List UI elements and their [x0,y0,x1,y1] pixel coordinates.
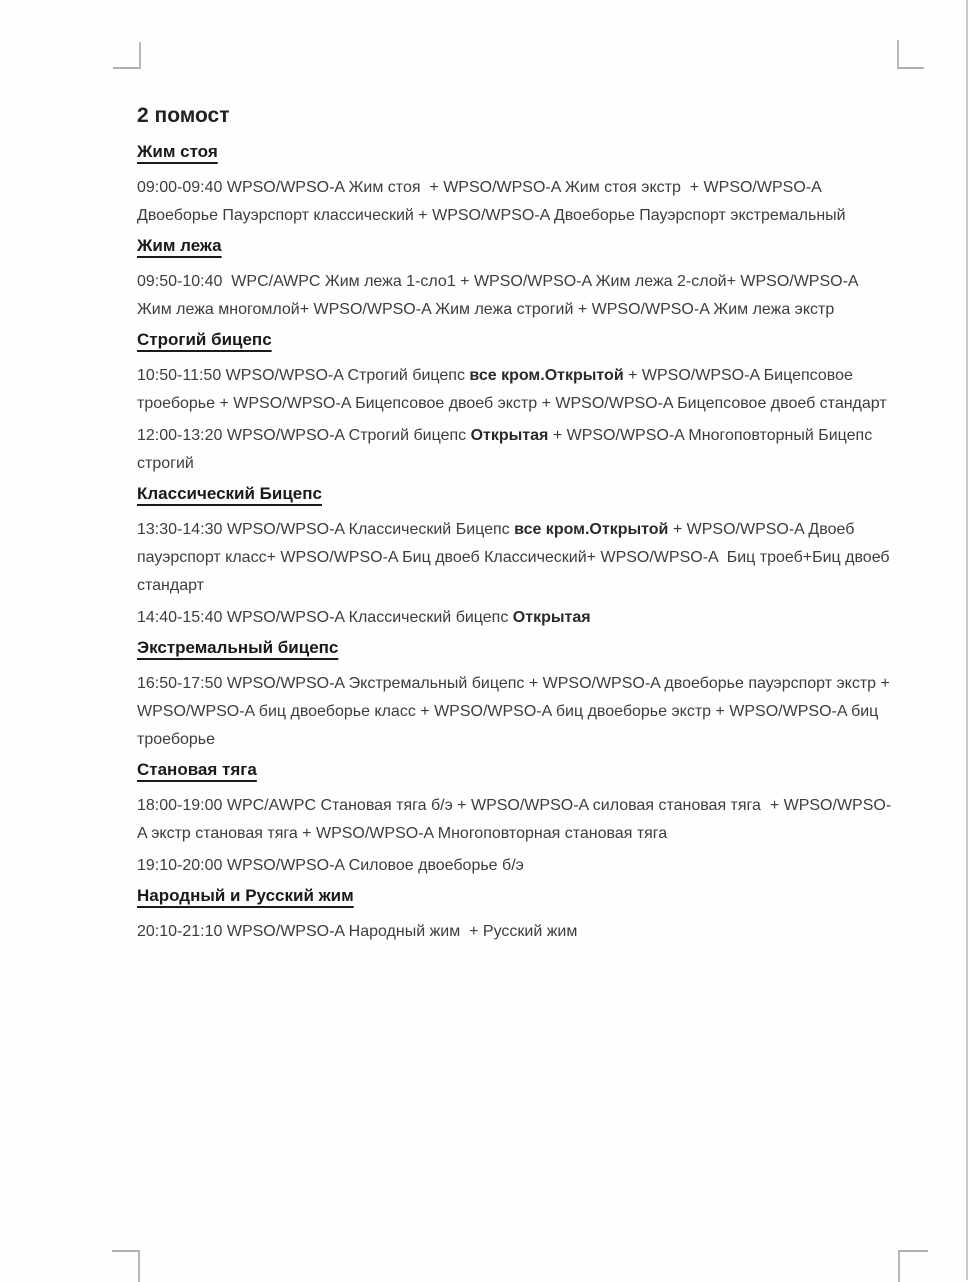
section-heading: Строгий бицепс [137,330,272,349]
entry-segment: 20:10-21:10 WPSO/WPSO-A Народный жим + Русский жим [137,923,578,940]
entry-segment: + WPSO/WPSO-A Многоповторный Бицепс строгий [137,427,877,472]
page-edge-line [966,0,968,1280]
section-heading: Жим стоя [137,142,218,161]
crop-mark-top-right [897,40,924,69]
entry-segment: 19:10-20:00 WPSO/WPSO-A Силовое двоеборье б/э [137,857,524,874]
schedule-section [137,884,893,946]
schedule-entry [137,422,893,478]
schedule-section [137,636,893,754]
section-heading: Становая тяга [137,760,257,779]
schedule-section [137,140,893,230]
schedule-entry [137,670,893,754]
schedule-entry [137,362,893,418]
section-heading: Народный и Русский жим [137,886,354,905]
schedule-section [137,234,893,324]
schedule-section [137,328,893,478]
schedule-entry [137,268,893,324]
section-heading: Жим лежа [137,236,222,255]
schedule-entry [137,792,893,848]
schedule-entry [137,918,893,946]
schedule-entry [137,604,893,632]
entry-segment: + WPSO/WPSO-A Бицепсовое троеборье + WPSO/WPSO-A Бицепсовое двоеб экстр + WPSO/WPSO-A Бицепсовое двоеб стандарт [137,367,887,412]
entry-segment: 12:00-13:20 WPSO/WPSO-A Строгий бицепс [137,427,471,444]
entry-segment: 09:50-10:40 WPC/AWPC Жим лежа 1-сло1 + WPSO/WPSO-A Жим лежа 2-слой+ WPSO/WPSO-A Жим лежа многомлой+ WPSO/WPSO-A Жим лежа строгий + WPSO/WPSO-A Жим лежа экстр [137,273,863,318]
crop-mark-bottom-right [898,1250,928,1282]
schedule-section [137,482,893,632]
entry-segment: 09:00-09:40 WPSO/WPSO-A Жим стоя + WPSO/WPSO-A Жим стоя экстр + WPSO/WPSO-A Двоеборье Пауэрспорт классический + WPSO/WPSO-A Двоеборье Пауэрспорт экстремальный [137,179,846,224]
entry-segment-bold: все кром.Открытой [469,367,624,384]
entry-segment: 18:00-19:00 WPC/AWPC Становая тяга б/э + WPSO/WPSO-A силовая становая тяга + WPSO/WPSO-A экстр становая тяга + WPSO/WPSO-A Многоповторная становая тяга [137,797,892,842]
entry-segment: 10:50-11:50 WPSO/WPSO-A Строгий бицепс [137,367,470,384]
schedule-section [137,758,893,880]
entry-segment-bold: Открытая [470,427,549,444]
entry-segment: + WPSO/WPSO-A Двоеб пауэрспорт класс+ WPSO/WPSO-A Биц двоеб Классический+ WPSO/WPSO-A Биц троеб+Биц двоеб стандарт [137,521,895,594]
section-heading: Экстремальный бицепс [137,638,339,657]
entry-segment: 13:30-14:30 WPSO/WPSO-A Классический Бицепс [137,521,515,538]
section-heading: Классический Бицепс [137,484,322,503]
entry-segment: 14:40-15:40 WPSO/WPSO-A Классический бицепс [137,609,513,626]
schedule-entry [137,516,893,600]
page-title: 2 помост [137,104,230,127]
entry-segment: 16:50-17:50 WPSO/WPSO-A Экстремальный бицепс + WPSO/WPSO-A двоеборье пауэрспорт экстр + WPSO/WPSO-A биц двоеборье класс + WPSO/WPSO-A биц двоеборье экстр + WPSO/WPSO-A биц троеборье [137,675,895,748]
entry-segment-bold: все кром.Открытой [514,521,669,538]
crop-mark-bottom-left [112,1250,140,1282]
entry-segment-bold: Открытая [512,609,591,626]
schedule-entry [137,174,893,230]
sections-container [137,140,893,946]
schedule-entry [137,852,893,880]
